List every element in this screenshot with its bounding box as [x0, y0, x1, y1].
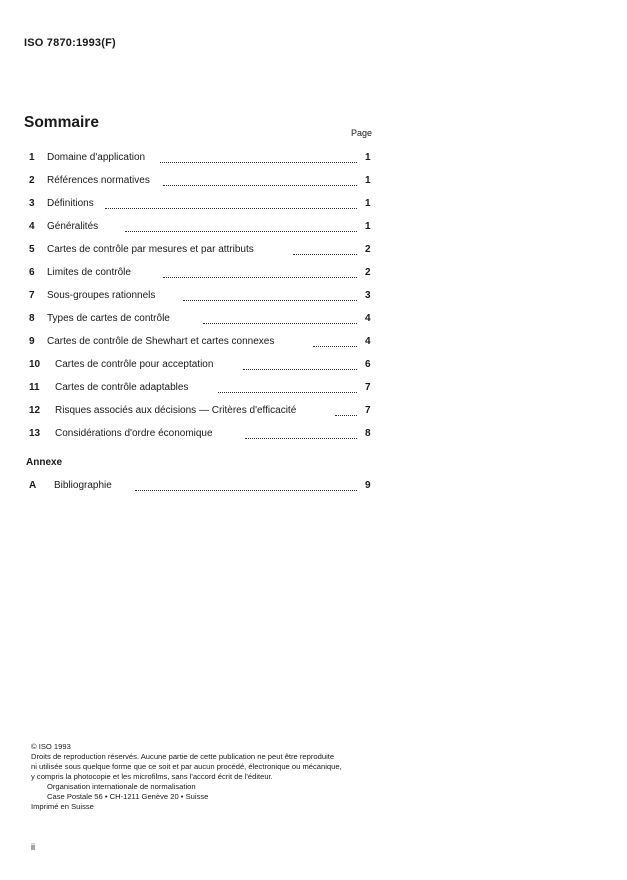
toc-entry-number: 3: [29, 198, 35, 209]
toc-entry-label: Cartes de contrôle pour acceptation: [55, 359, 214, 370]
toc-entry-number: 5: [29, 244, 35, 255]
rights-statement-line: ni utilisée sous quelque forme que ce soit et par aucun procédé, électronique ou mécanique,: [31, 762, 342, 771]
toc-entry-label: Types de cartes de contrôle: [47, 313, 170, 324]
toc-entry-number: 4: [29, 221, 35, 232]
toc-entry-page: 6: [365, 359, 371, 370]
dot-leader: [203, 321, 357, 324]
toc-entry-label: Domaine d'application: [47, 152, 146, 163]
toc-entry[interactable]: [0, 267, 627, 281]
copyright-line: © ISO 1993: [31, 742, 71, 751]
organization-name: Organisation internationale de normalisation: [47, 782, 196, 791]
toc-entry-number: 1: [29, 152, 35, 163]
postal-address: Case Postale 56 • CH-1211 Genève 20 • Suisse: [47, 792, 209, 801]
dot-leader: [183, 298, 357, 301]
toc-entry-number: 10: [29, 359, 41, 370]
dot-leader: [293, 252, 357, 255]
toc-entry-number: 12: [29, 405, 41, 416]
toc-entry-number: A: [29, 480, 37, 491]
dot-leader: [218, 390, 357, 393]
toc-entry[interactable]: [0, 198, 627, 212]
toc-entry-number: 13: [29, 428, 41, 439]
toc-entry-label: Bibliographie: [54, 480, 112, 491]
dot-leader: [105, 206, 357, 209]
toc-entry[interactable]: [0, 221, 627, 235]
toc-entry-page: 8: [365, 428, 371, 439]
page-title: Sommaire: [24, 114, 99, 131]
toc-entry-label: Considérations d'ordre économique: [55, 428, 213, 439]
toc-entry-label: Limites de contrôle: [47, 267, 131, 278]
toc-entry[interactable]: [0, 336, 627, 350]
toc-entry[interactable]: [0, 244, 627, 258]
toc-entry[interactable]: [0, 175, 627, 189]
document-id-header: ISO 7870:1993(F): [24, 37, 116, 49]
toc-entry-label: Références normatives: [47, 175, 150, 186]
toc-entry-number: 9: [29, 336, 35, 347]
toc-entry-page: 1: [365, 221, 371, 232]
dot-leader: [163, 275, 357, 278]
toc-entry[interactable]: [0, 382, 627, 396]
toc-entry-label: Cartes de contrôle de Shewhart et cartes connexes: [47, 336, 275, 347]
toc-entry-page: 1: [365, 175, 371, 186]
toc-entry[interactable]: [0, 480, 627, 494]
toc-entry-page: 7: [365, 405, 371, 416]
toc-entry[interactable]: [0, 313, 627, 327]
dot-leader: [135, 488, 357, 491]
rights-statement-line: Droits de reproduction réservés. Aucune partie de cette publication ne peut être reproduite: [31, 752, 335, 761]
toc-entry[interactable]: [0, 405, 627, 419]
copyright-block: [31, 742, 342, 812]
toc-entry-label: Définitions: [47, 198, 94, 209]
toc-entry-page: 1: [365, 152, 371, 163]
dot-leader: [243, 367, 357, 370]
toc-entry-page: 7: [365, 382, 371, 393]
toc-entry[interactable]: [0, 428, 627, 442]
toc-entry[interactable]: [0, 359, 627, 373]
toc-entry-label: Cartes de contrôle par mesures et par attributs: [47, 244, 254, 255]
toc-entry-number: 11: [29, 382, 40, 393]
toc-entry-page: 9: [365, 480, 371, 491]
toc-entry-page: 2: [365, 267, 371, 278]
toc-entry-label: Cartes de contrôle adaptables: [55, 382, 189, 393]
rights-statement-line: y compris la photocopie et les microfilms, sans l'accord écrit de l'éditeur.: [31, 772, 273, 781]
dot-leader: [125, 229, 357, 232]
toc-entry-number: 6: [29, 267, 35, 278]
annexe-heading: Annexe: [26, 457, 63, 468]
toc-entry-page: 3: [365, 290, 371, 301]
toc-entry-number: 8: [29, 313, 35, 324]
page-column-label: Page: [351, 128, 373, 138]
printed-in-line: Imprimé en Suisse: [31, 802, 94, 811]
toc-entry-page: 4: [365, 313, 371, 324]
dot-leader: [163, 183, 357, 186]
dot-leader: [335, 413, 357, 416]
toc-entry-label: Généralités: [47, 221, 99, 232]
toc-entry[interactable]: [0, 152, 627, 166]
toc-entry-page: 1: [365, 198, 371, 209]
toc-entry-label: Sous-groupes rationnels: [47, 290, 156, 301]
toc-entry[interactable]: [0, 290, 627, 304]
toc-entry-page: 2: [365, 244, 371, 255]
toc-entry-number: 2: [29, 175, 35, 186]
toc-entry-label: Risques associés aux décisions — Critères d'efficacité: [55, 405, 297, 416]
toc-entry-page: 4: [365, 336, 371, 347]
dot-leader: [313, 344, 357, 347]
dot-leader: [245, 436, 357, 439]
toc-entry-number: 7: [29, 290, 35, 301]
page-number: ii: [31, 842, 35, 852]
dot-leader: [160, 160, 357, 163]
